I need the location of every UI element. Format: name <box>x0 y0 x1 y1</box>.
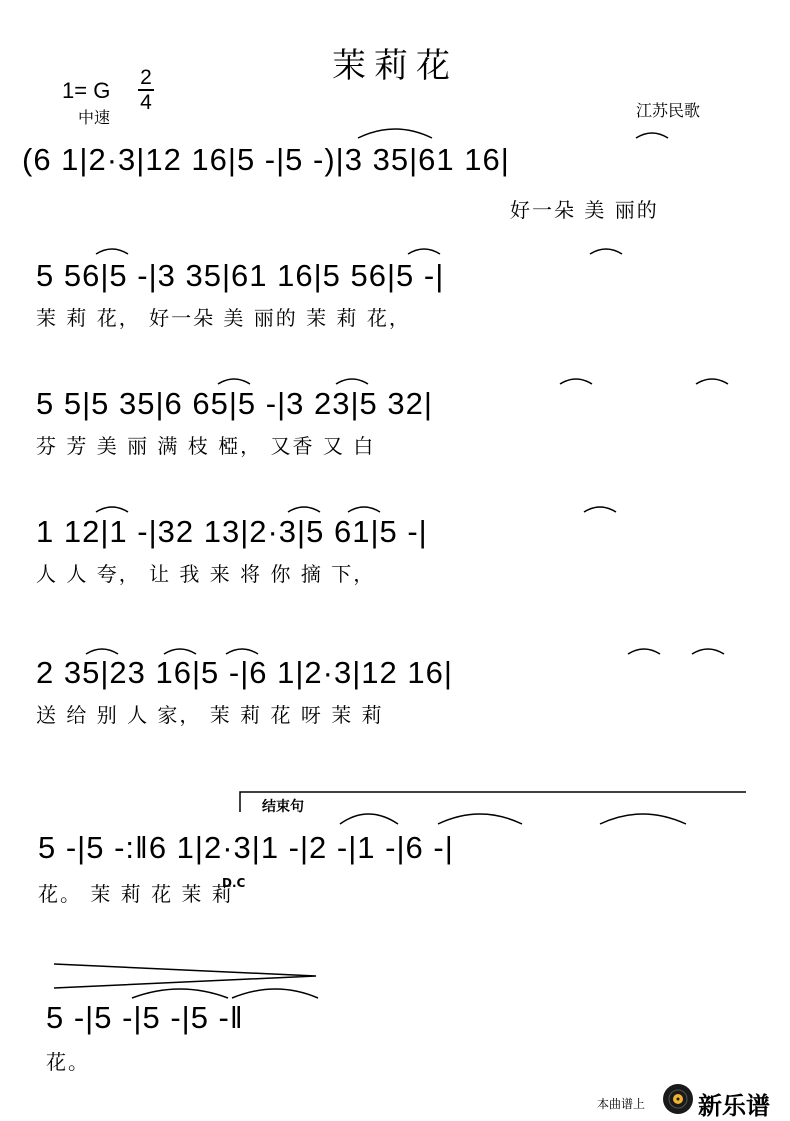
slur-mark <box>164 649 196 654</box>
page-title: 茉莉花 <box>332 46 458 86</box>
lyrics-line-2: 茉 莉 花， 好一朵 美 丽的 茉 莉 花， <box>36 306 411 330</box>
slur-mark <box>628 649 660 654</box>
slur-mark <box>560 379 592 384</box>
slur-mark <box>358 129 432 138</box>
notation-line-4: 1 12|1 -|32 13|2·3|5 61|5 -| <box>36 514 428 549</box>
slur-mark <box>340 814 398 824</box>
slur-mark <box>408 249 440 254</box>
decrescendo-wedge <box>54 964 316 988</box>
slur-mark <box>288 507 320 512</box>
notation-line-6: 5 -|5 -:‖6 1|2·3|1 -|2 -|1 -|6 -| <box>38 830 454 865</box>
slur-mark <box>696 379 728 384</box>
slur-mark <box>636 133 668 138</box>
slur-mark <box>86 649 118 654</box>
slur-mark <box>590 249 622 254</box>
slur-mark <box>96 249 128 254</box>
lyrics-line-3: 芬 芳 美 丽 满 枝 椏， 又香 又 白 <box>36 434 376 458</box>
slur-mark <box>336 379 368 384</box>
notation-line-7: 5 -|5 -|5 -|5 -‖ <box>46 1000 244 1035</box>
ending-bracket <box>240 792 746 812</box>
notation-line-5: 2 35|23 16|5 -|6 1|2·3|12 16| <box>36 655 453 690</box>
slur-mark <box>600 814 686 824</box>
slur-mark <box>132 989 228 998</box>
dc-label: D.C <box>222 876 246 890</box>
lyrics-line-4: 人 人 夸， 让 我 来 将 你 摘 下， <box>36 562 376 586</box>
key-signature: 1= G <box>62 78 111 103</box>
tempo-marking: 中速 <box>78 108 111 127</box>
slur-mark <box>584 507 616 512</box>
time-signature-top: 2 <box>140 66 152 89</box>
slur-mark <box>348 507 380 512</box>
brand-logo-text: 新乐谱 <box>698 1092 770 1120</box>
slur-mark <box>692 649 724 654</box>
footer-caption: 本曲谱上 <box>597 1097 646 1111</box>
slur-mark <box>232 989 318 998</box>
lyrics-line-5: 送 给 别 人 家， 茉 莉 花 呀 茉 莉 <box>36 703 384 727</box>
ending-label: 结束句 <box>262 799 304 815</box>
slur-mark <box>226 649 258 654</box>
record-disc-icon <box>662 1083 694 1115</box>
notation-line-3: 5 5|5 35|6 65|5 -|3 23|5 32| <box>36 386 433 421</box>
slur-mark <box>96 507 128 512</box>
slur-mark <box>438 814 522 824</box>
slur-mark <box>218 379 250 384</box>
lyrics-line-7: 花。 <box>46 1050 90 1074</box>
time-signature-bottom: 4 <box>140 91 152 114</box>
song-source: 江苏民歌 <box>636 101 701 120</box>
lyrics-line-6: 花。 茉 莉 花 茉 莉 <box>38 882 234 906</box>
lyrics-line-1: 好一朵 美 丽的 <box>510 198 659 222</box>
notation-line-2: 5 56|5 -|3 35|61 16|5 56|5 -| <box>36 258 445 293</box>
notation-line-1: (6 1|2·3|12 16|5 -|5 -)|3 35|61 16| <box>22 142 510 177</box>
